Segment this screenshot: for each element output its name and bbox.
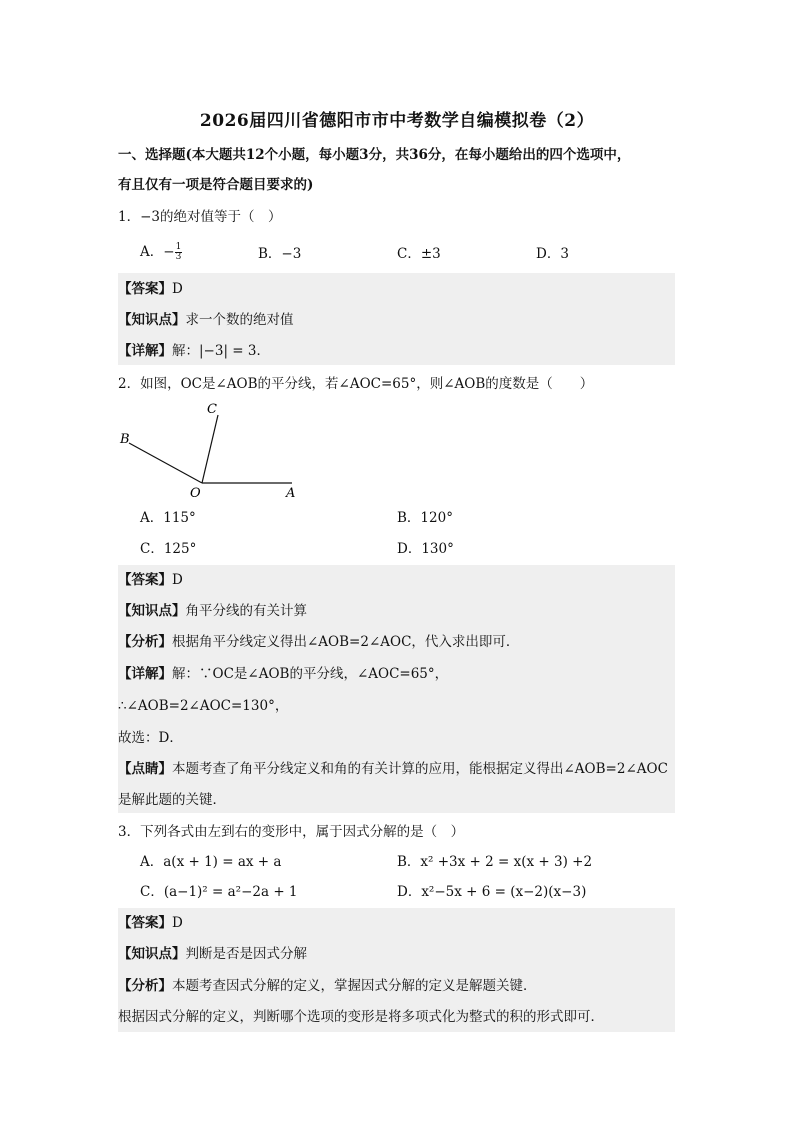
section-heading-line-2: 有且仅有一项是符合题目要求的) <box>118 177 314 193</box>
question-3-stem: 3．下列各式由左到右的变形中，属于因式分解的是（ ） <box>118 824 465 840</box>
label-a: A <box>286 486 296 501</box>
comment-tag: 【点睛】 <box>118 761 172 777</box>
analysis-value: 根据角平分线定义得出∠AOB=2∠AOC，代入求出即可． <box>172 634 520 650</box>
question-3-option-c: C．(a−1)² = a²−2a + 1 <box>140 884 298 900</box>
detail-tag: 【详解】 <box>118 343 172 359</box>
question-2-option-b: B．120° <box>397 510 453 526</box>
knowledge-tag: 【知识点】 <box>118 312 186 328</box>
question-2-option-c: C．125° <box>140 541 197 557</box>
label-b: B <box>120 432 130 447</box>
analysis-row <box>118 976 537 996</box>
ray-ob <box>129 443 202 483</box>
knowledge-tag: 【知识点】 <box>118 603 186 619</box>
answer-value: D <box>172 915 183 931</box>
label-o: O <box>190 486 201 501</box>
knowledge-row <box>118 601 307 621</box>
detail-row-3: 故选：D． <box>118 730 183 746</box>
question-1-option-d: D．3 <box>536 246 569 262</box>
comment-row-2: 是解此题的关键． <box>118 792 226 808</box>
question-1-stem: 1．−3的绝对值等于（ ） <box>118 209 282 225</box>
question-2-answer-box <box>118 565 675 813</box>
section-heading-line-1: 一、选择题(本大题共12个小题，每小题3分，共36分，在每小题给出的四个选项中， <box>118 147 631 163</box>
question-3-option-b: B．x² +3x + 2 = x(x + 3) +2 <box>397 854 593 870</box>
option-a-prefix: A．− <box>140 244 175 260</box>
question-3-option-d: D．x²−5x + 6 = (x−2)(x−3) <box>397 884 587 900</box>
analysis-row <box>118 632 519 652</box>
page-title: 2026届四川省德阳市市中考数学自编模拟卷（2） <box>199 111 595 131</box>
section-heading <box>118 140 688 200</box>
answer-tag: 【答案】 <box>118 915 172 931</box>
fraction-denominator: 3 <box>175 252 182 262</box>
detail-value: 解：∵OC是∠AOB的平分线，∠AOC=65°， <box>172 666 449 682</box>
knowledge-row <box>118 310 294 330</box>
question-2-option-a: A．115° <box>140 510 196 526</box>
answer-row <box>118 913 183 933</box>
question-2-stem: 2．如图，OC是∠AOB的平分线，若∠AOC=65°，则∠AOB的度数是（ ） <box>118 376 594 392</box>
angle-figure <box>110 395 310 505</box>
label-c: C <box>207 402 217 417</box>
knowledge-value: 求一个数的绝对值 <box>185 312 294 328</box>
detail-value: 解：|−3| = 3． <box>172 343 270 359</box>
comment-row <box>118 759 668 779</box>
analysis-tag: 【分析】 <box>118 978 172 994</box>
knowledge-tag: 【知识点】 <box>118 946 186 962</box>
question-3-option-a: A．a(x + 1) = ax + a <box>140 854 282 870</box>
question-1-option-a <box>140 242 182 262</box>
answer-row <box>118 279 183 299</box>
question-2-option-d: D．130° <box>397 541 454 557</box>
comment-value: 本题考查了角平分线定义和角的有关计算的应用，能根据定义得出∠AOB=2∠AOC <box>172 761 668 777</box>
knowledge-row <box>118 944 307 964</box>
answer-value: D <box>172 572 183 588</box>
analysis-tag: 【分析】 <box>118 634 172 650</box>
answer-row <box>118 570 183 590</box>
detail-row <box>118 341 270 361</box>
knowledge-value: 判断是否是因式分解 <box>185 946 307 962</box>
analysis-value: 本题考查因式分解的定义，掌握因式分解的定义是解题关键． <box>172 978 537 994</box>
question-1-option-b: B．−3 <box>258 246 302 262</box>
question-1-option-c: C．±3 <box>397 246 441 262</box>
question-3-answer-box <box>118 908 675 1032</box>
analysis-row-2: 根据因式分解的定义，判断哪个选项的变形是将多项式化为整式的积的形式即可． <box>118 1009 604 1025</box>
detail-row <box>118 664 448 684</box>
knowledge-value: 角平分线的有关计算 <box>185 603 307 619</box>
detail-tag: 【详解】 <box>118 666 172 682</box>
fraction-numerator: 1 <box>175 242 182 252</box>
fraction <box>175 243 183 262</box>
answer-tag: 【答案】 <box>118 572 172 588</box>
answer-value: D <box>172 281 183 297</box>
detail-row-2: ∴∠AOB=2∠AOC=130°， <box>118 698 289 714</box>
ray-oc <box>202 415 218 483</box>
answer-tag: 【答案】 <box>118 281 172 297</box>
question-1-answer-box <box>118 273 675 365</box>
